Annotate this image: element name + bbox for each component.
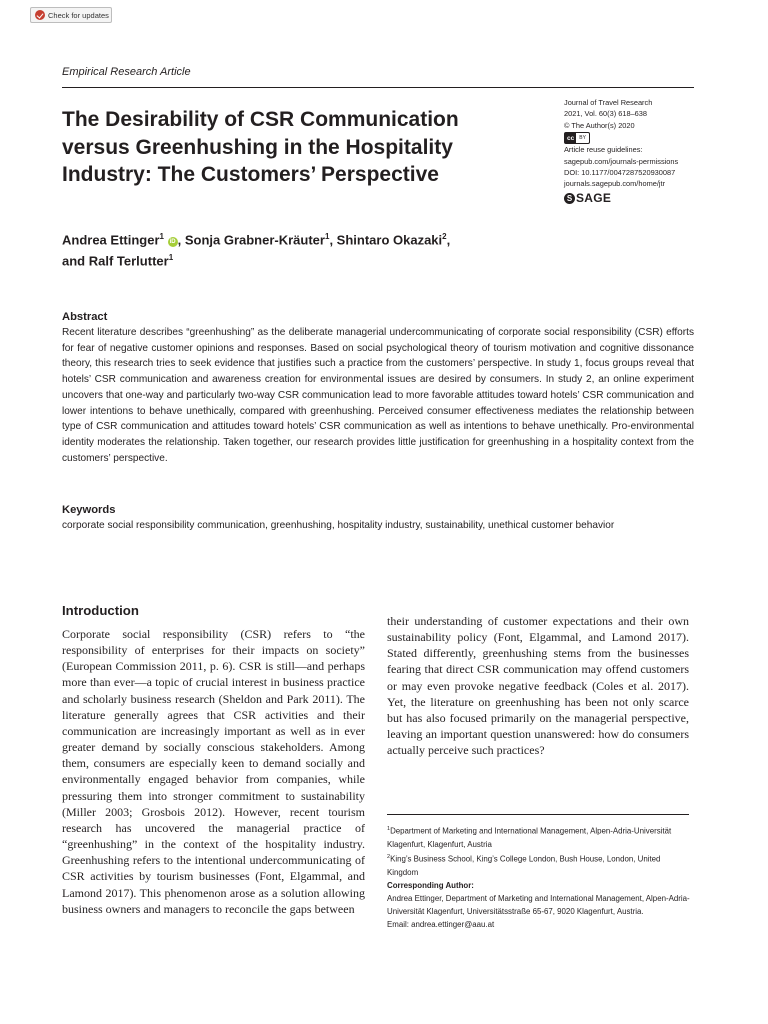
footnote-marker: 1 bbox=[387, 826, 391, 832]
author-name[interactable]: Sonja Grabner-Kräuter bbox=[184, 232, 325, 248]
journal-volume: 2021, Vol. 60(3) 618–638 bbox=[564, 109, 648, 119]
author-list: Andrea Ettinger$^1$ iD , Sonja Grabner-Kräuter$^1$, Shintaro Okazaki$^2$, and Ralf Terlutter$^1$ bbox=[62, 232, 451, 269]
header-rule bbox=[62, 87, 694, 88]
journal-name: Journal of Travel Research bbox=[564, 98, 653, 107]
affiliation-2 bbox=[387, 851, 692, 879]
abstract-heading: Abstract bbox=[62, 311, 108, 323]
abstract-text: Recent literature describes “greenhushing” as the deliberate managerial undercommunicating of corporate social responsibility (CSR) efforts for fear of negative customer opinions and responses. Based on social psychological theory of tourism motivation and cognitive dissonance theory, this research tries to seek evidence that justifies such a practice from the customers’ perspective. In study 1, focus groups reveal that hotels’ CSR communication and awareness creation for environmental issues are desired by consumers. In study 2, an online experiment uncovers that one-way and particularly two-way CSR communication lead to more favorable attitudes toward hotels’ CSR communication and lower intentions to behave unethically, compared with greenhushing. Perceived consumer effectiveness mediates the relationship between type of CSR communication and attitudes toward hotels’ CSR communication as well as intentions to behave unethically. Pro-environmental identity moderates the relationship. Taken together, our research provides little justification for greenhushing in a hospitality context from the customers’ perspective. bbox=[62, 327, 694, 464]
keywords-heading: Keywords bbox=[62, 504, 116, 516]
affiliation-marker: 1 bbox=[159, 232, 164, 241]
reuse-label: Article reuse guidelines: bbox=[564, 145, 643, 155]
check-for-updates-label: Check for updates bbox=[48, 10, 109, 20]
author-name[interactable]: Shintaro Okazaki bbox=[336, 232, 443, 248]
orcid-icon[interactable]: iD bbox=[169, 239, 176, 246]
sage-logo bbox=[564, 190, 704, 205]
check-updates-icon bbox=[35, 10, 45, 20]
and-word: and bbox=[62, 253, 86, 269]
corresponding-author-heading: Corresponding Author: bbox=[387, 880, 474, 890]
affiliation-marker: 1 bbox=[324, 232, 330, 241]
article-type: Empirical Research Article bbox=[62, 66, 191, 78]
introduction-heading: Introduction bbox=[62, 603, 139, 618]
affiliation-marker: 2 bbox=[442, 232, 447, 241]
footnotes bbox=[387, 823, 692, 931]
check-for-updates-button[interactable] bbox=[30, 7, 112, 23]
author-name[interactable]: Ralf Terlutter bbox=[88, 253, 169, 269]
cc-license-icon[interactable] bbox=[564, 132, 590, 144]
cc-by-mark: BY bbox=[579, 134, 586, 141]
corresponding-author-text: Andrea Ettinger, Department of Marketing and International Management, Alpen-Adria-Universität Klagenfurt, Universitätsstraße 65-67, 9020 Klagenfurt, Austria. bbox=[387, 893, 690, 916]
article-title: The Desirability of CSR Communication versus Greenhushing in the Hospitality Industry: The Customers’ Perspective bbox=[62, 108, 459, 186]
author-name[interactable]: Andrea Ettinger bbox=[62, 232, 160, 248]
affiliation-2-text: King’s Business School, King’s College London, Bush House, London, United Kingdom bbox=[387, 854, 661, 877]
journal-link[interactable]: journals.sagepub.com/home/jtr bbox=[564, 179, 666, 189]
intro-right-column: their understanding of customer expectations and their own sustainability policy (Font, Elgammal, and Lamond 2017). Stated differently, greenhushing stems from the businesses fearing that direct CSR communication may offend customers or may even provoke negative feedback (Coles et al. 2017). Yet, the literature on greenhushing has been not only scarce but has also focused primarily on the managerial perspective, leaving an important question unanswered: how do consumers actually perceive such practices? bbox=[387, 614, 689, 758]
intro-left-column: Corporate social responsibility (CSR) refers to “the responsibility of enterprises for their impacts on society” (European Commission 2011, p. 6). CSR is still—and perhaps more than ever—a topic of crucial interest in business practice and scholarly business research (Sheldon and Park 2011). The literature generally agrees that CSR activities and their communication are increasingly important as well as in ever greater demand by socially conscious stakeholders. Among them, consumers are especially keen to demand socially and environmentally engaged behavior from companies, while pressuring them into stronger commitment to sustainability (Miller 2003; Grosbois 2012). However, recent tourism research has uncovered the managerial practice of “greenhushing” in the context of the hospitality industry. Greenhushing refers to the intentional undercommunicating of CSR activities by tourism businesses (Font, Elgammal, and Lamond 2017). This phenomenon arose as a solution allowing business owners and managers to reconcile the gaps between bbox=[62, 627, 365, 916]
affiliation-1-text: Department of Marketing and International Management, Alpen-Adria-Universität Klagenfurt, Klagenfurt, Austria bbox=[387, 826, 672, 849]
copyright: © The Author(s) 2020 bbox=[564, 120, 635, 130]
sage-wordmark: SAGE bbox=[576, 190, 612, 205]
keywords-text: corporate social responsibility communication, greenhushing, hospitality industry, sustainability, unethical customer behavior bbox=[62, 520, 615, 531]
sage-icon: S bbox=[564, 193, 575, 204]
journal-info bbox=[564, 97, 704, 204]
footnote-rule bbox=[387, 814, 689, 815]
affiliation-marker: 1 bbox=[168, 253, 174, 263]
footnote-marker: 2 bbox=[387, 853, 391, 860]
corresponding-email[interactable]: Email: andrea.ettinger@aau.at bbox=[387, 919, 495, 929]
cc-mark: cc bbox=[567, 134, 575, 142]
doi[interactable]: DOI: 10.1177/0047287520930087 bbox=[564, 168, 676, 178]
affiliation-1 bbox=[387, 823, 692, 851]
reuse-link[interactable]: sagepub.com/journals-permissions bbox=[564, 156, 679, 166]
